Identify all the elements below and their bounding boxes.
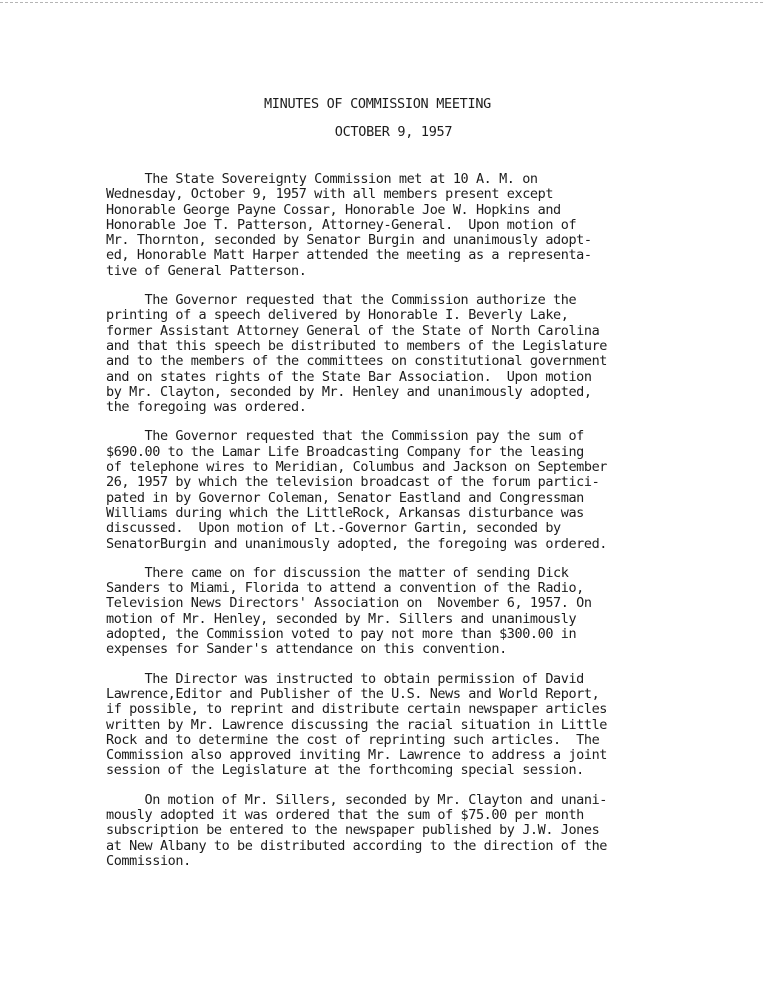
text-line: Williams during which the LittleRock, Arkansas disturbance was xyxy=(106,504,584,521)
text-line: Wednesday, October 9, 1957 with all members present except xyxy=(106,186,554,203)
text-line: and to the members of the committees on constitutional government xyxy=(106,353,607,370)
text-line: and on states rights of the State Bar Association. Upon motion xyxy=(106,368,592,385)
text-line: Rock and to determine the cost of reprinting such articles. The xyxy=(106,731,600,748)
text-line: Commission also approved inviting Mr. Lawrence to address a joint xyxy=(106,747,607,764)
text-line: Sanders to Miami, Florida to attend a convention of the Radio, xyxy=(106,580,584,597)
text-line: Mr. Thornton, seconded by Senator Burgin and unanimously adopt- xyxy=(106,232,592,249)
text-line: Honorable Joe T. Patterson, Attorney-General. Upon motion of xyxy=(106,216,577,233)
text-line: and that this speech be distributed to members of the Legislature xyxy=(106,337,607,354)
text-line: the foregoing was ordered. xyxy=(106,399,307,416)
text-line: pated in by Governor Coleman, Senator Eastland and Congressman xyxy=(106,489,584,506)
text-line: On motion of Mr. Sillers, seconded by Mr. Clayton and unani- xyxy=(106,791,607,808)
text-line: 26, 1957 by which the television broadcast of the forum partici- xyxy=(106,474,600,491)
text-line: mously adopted it was ordered that the sum of $75.00 per month xyxy=(106,806,584,823)
paragraph-attendance xyxy=(106,172,706,279)
text-line: SenatorBurgin and unanimously adopted, the foregoing was ordered. xyxy=(106,535,607,552)
text-line: if possible, to reprint and distribute certain newspaper articles xyxy=(106,701,607,718)
text-line: by Mr. Clayton, seconded by Mr. Henley and unanimously adopted, xyxy=(106,383,592,400)
text-line: expenses for Sander's attendance on this convention. xyxy=(106,641,507,658)
text-line: motion of Mr. Henley, seconded by Mr. Sillers and unanimously xyxy=(106,610,577,627)
text-line: Commission. xyxy=(106,852,191,869)
text-line: of telephone wires to Meridian, Columbus and Jackson on September xyxy=(106,459,607,476)
paragraph-speech-printing xyxy=(106,293,706,415)
text-line: ed, Honorable Matt Harper attended the meeting as a representa- xyxy=(106,247,592,264)
paragraph-subscription xyxy=(106,793,706,869)
paragraph-convention xyxy=(106,566,706,658)
text-line: printing of a speech delivered by Honorable I. Beverly Lake, xyxy=(106,307,569,324)
text-line: The Director was instructed to obtain permission of David xyxy=(106,670,584,687)
text-line: The State Sovereignty Commission met at 10 A. M. on xyxy=(106,171,538,187)
text-line: $690.00 to the Lamar Life Broadcasting Company for the leasing xyxy=(106,443,584,460)
text-line: former Assistant Attorney General of the State of North Carolina xyxy=(106,322,600,339)
paragraph-reprint-articles xyxy=(106,672,706,779)
text-line: discussed. Upon motion of Lt.-Governor Gartin, seconded by xyxy=(106,520,561,537)
paragraph-broadcast-payment xyxy=(106,429,706,551)
text-line: The Governor requested that the Commission pay the sum of xyxy=(106,428,584,445)
text-line: adopted, the Commission voted to pay not more than $300.00 in xyxy=(106,626,577,643)
minutes-body xyxy=(106,172,706,883)
text-line: subscription be entered to the newspaper published by J.W. Jones xyxy=(106,822,600,839)
text-line: Television News Directors' Association on November 6, 1957. On xyxy=(106,595,592,612)
text-line: There came on for discussion the matter of sending Dick xyxy=(106,564,569,581)
document-date: OCTOBER 9, 1957 xyxy=(334,124,453,140)
text-line: Lawrence,Editor and Publisher of the U.S. News and World Report, xyxy=(106,685,600,702)
text-line: The Governor requested that the Commission authorize the xyxy=(106,292,577,309)
text-line: written by Mr. Lawrence discussing the racial situation in Little xyxy=(106,716,607,733)
text-line: tive of General Patterson. xyxy=(106,262,307,279)
document-title: MINUTES OF COMMISSION MEETING xyxy=(263,96,491,112)
text-line: Honorable George Payne Cossar, Honorable Joe W. Hopkins and xyxy=(106,201,561,218)
text-line: at New Albany to be distributed according to the direction of the xyxy=(106,837,607,854)
text-line: session of the Legislature at the forthcoming special session. xyxy=(106,762,584,779)
